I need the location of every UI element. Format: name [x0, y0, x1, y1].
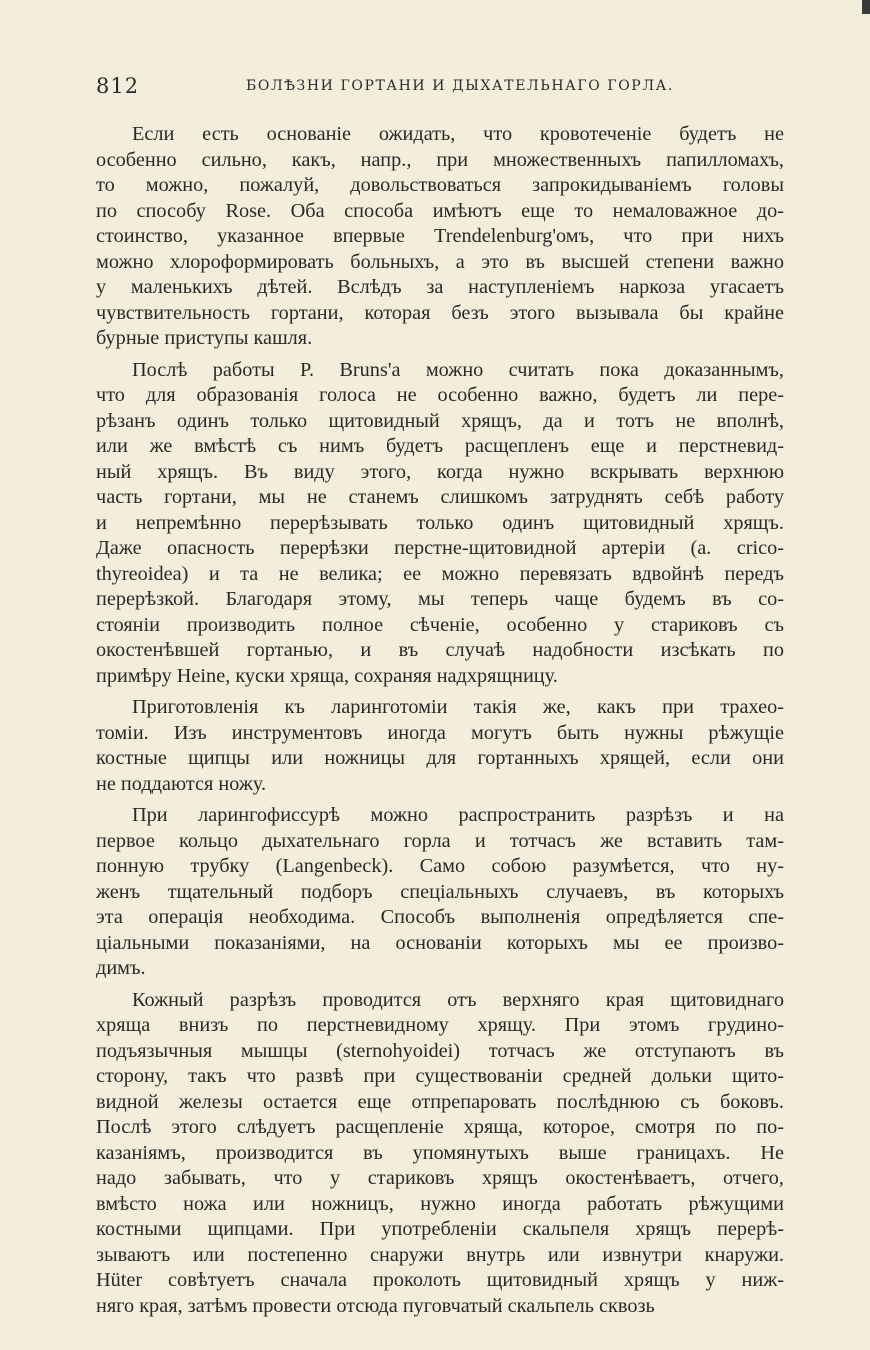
text-line: или же вмѣстѣ съ нимъ будетъ расщепленъ еще и перстневид-	[96, 435, 784, 457]
text-line: зываютъ или постепенно снаружи внутрь или извнутри кнаружи.	[96, 1243, 784, 1266]
page-header	[96, 74, 784, 100]
text-line: чувствительность гортани, которая безъ этого вызывала бы крайне	[96, 301, 784, 324]
text-line: костные щипцы или ножницы для гортанныхъ хрящей, если они	[96, 747, 784, 769]
text-line: томіи. Изъ инструментовъ иногда могутъ быть нужны рѣжущіе	[96, 721, 784, 744]
text-line: thyreoidea) и та не велика; ее можно перевязать вдвойнѣ передъ	[96, 562, 784, 585]
text-line: костными щипцами. При употребленіи скальпеля хрящъ перерѣ-	[96, 1218, 784, 1240]
running-title: БОЛѢЗНИ ГОРТАНИ И ДЫХАТЕЛЬНАГО ГОРЛА.	[246, 78, 674, 94]
text-line: Кожный разрѣзъ проводится отъ верхняго края щитовиднаго	[132, 988, 784, 1011]
text-line: часть гортани, мы не станемъ слишкомъ затруднять себѣ работу	[96, 486, 784, 508]
text-line: не поддаются ножу.	[96, 772, 267, 795]
text-line: ный хрящъ. Въ виду этого, когда нужно вскрывать верхнюю	[96, 460, 784, 483]
paragraph	[96, 803, 784, 982]
text-line: окостенѣвшей гортанью, и въ случаѣ надобности изсѣкать по	[96, 639, 784, 661]
text-line: особенно сильно, какъ, напр., при множественныхъ папилломахъ,	[96, 148, 784, 171]
text-line: что для образованія голоса не особенно важно, будетъ ли пере-	[96, 384, 784, 406]
text-line: подъязычныя мышцы (sternohyoidei) тотчасъ же отступаютъ въ	[96, 1039, 784, 1062]
text-line: по способу Rose. Оба способа имѣютъ еще то немаловажное до-	[96, 199, 784, 222]
text-line: Даже опасность перерѣзки перстне-щитовидной артеріи (a. crico-	[96, 537, 784, 559]
paragraph	[96, 695, 784, 797]
text-line: ціальными показаніями, на основаніи которыхъ мы ее произво-	[96, 931, 784, 954]
text-line: рѣзанъ одинъ только щитовидный хрящъ, да и тотъ не вполнѣ,	[96, 409, 784, 432]
text-line: женъ тщательный подборъ спеціальныхъ случаевъ, въ которыхъ	[96, 880, 784, 903]
text-line: бурные приступы кашля.	[96, 327, 313, 349]
text-line: Если есть основаніе ожидать, что кровотеченіе будетъ не	[132, 123, 784, 145]
scan-edge-mark	[862, 0, 870, 14]
text-line: Послѣ этого слѣдуетъ расщепленіе хряща, которое, смотря по по-	[96, 1116, 784, 1138]
text-line: стоинство, указанное впервые Trendelenburg'омъ, что при нихъ	[96, 225, 784, 247]
text-line: эта операція необходима. Способъ выполненія опредѣляется спе-	[96, 906, 784, 928]
text-line: первое кольцо дыхательнаго горла и тотчасъ же вставить там-	[96, 829, 784, 852]
text-line: можно хлороформировать больныхъ, а это въ высшей степени важно	[96, 250, 784, 273]
text-line: стояніи производить полное сѣченіе, особенно у стариковъ съ	[96, 613, 784, 636]
text-line: При ларингофиссурѣ можно распространить разрѣзъ и на	[132, 804, 784, 826]
text-line: казаніямъ, производится въ упомянутыхъ выше границахъ. Не	[96, 1141, 784, 1164]
text-line: у маленькихъ дѣтей. Вслѣдъ за наступленіемъ наркоза угасаетъ	[96, 276, 784, 298]
text-line: понную трубку (Langenbeck). Само собою разумѣется, что ну-	[96, 855, 784, 877]
text-line: видной железы остается еще отпрепаровать послѣднюю съ боковъ.	[96, 1090, 784, 1113]
text-line: хряща внизъ по перстневидному хрящу. При этомъ грудино-	[96, 1014, 784, 1036]
text-line: Приготовленія къ ларинготоміи такія же, какъ при трахео-	[132, 696, 784, 718]
text-line: перерѣзкой. Благодаря этому, мы теперь чаще будемъ въ со-	[96, 588, 784, 610]
text-line: няго края, затѣмъ провести отсюда пуговчатый скальпель сквозь	[96, 1294, 655, 1317]
page-number: 812	[96, 74, 140, 98]
paragraph	[96, 988, 784, 1320]
text-line: и непремѣнно перерѣзывать только одинъ щитовидный хрящъ.	[96, 511, 784, 534]
text-line: сторону, такъ что развѣ при существованіи средней дольки щито-	[96, 1065, 784, 1087]
text-line: Послѣ работы P. Bruns'а можно считать пока доказаннымъ,	[132, 358, 784, 381]
text-line: вмѣсто ножа или ножницъ, нужно иногда работать рѣжущими	[96, 1192, 784, 1215]
paragraph	[96, 358, 784, 690]
text-line: димъ.	[96, 957, 146, 979]
paragraph	[96, 122, 784, 352]
text-line: Hüter совѣтуетъ сначала проколоть щитовидный хрящъ у ниж-	[96, 1269, 784, 1291]
text-line: то можно, пожалуй, довольствоваться запрокидываніемъ головы	[96, 174, 784, 196]
text-line: примѣру Heine, куски хряща, сохраняя надхрящницу.	[96, 664, 558, 687]
text-line: надо забывать, что у стариковъ хрящъ окостенѣваетъ, отчего,	[96, 1167, 784, 1189]
body-text	[96, 122, 784, 1325]
